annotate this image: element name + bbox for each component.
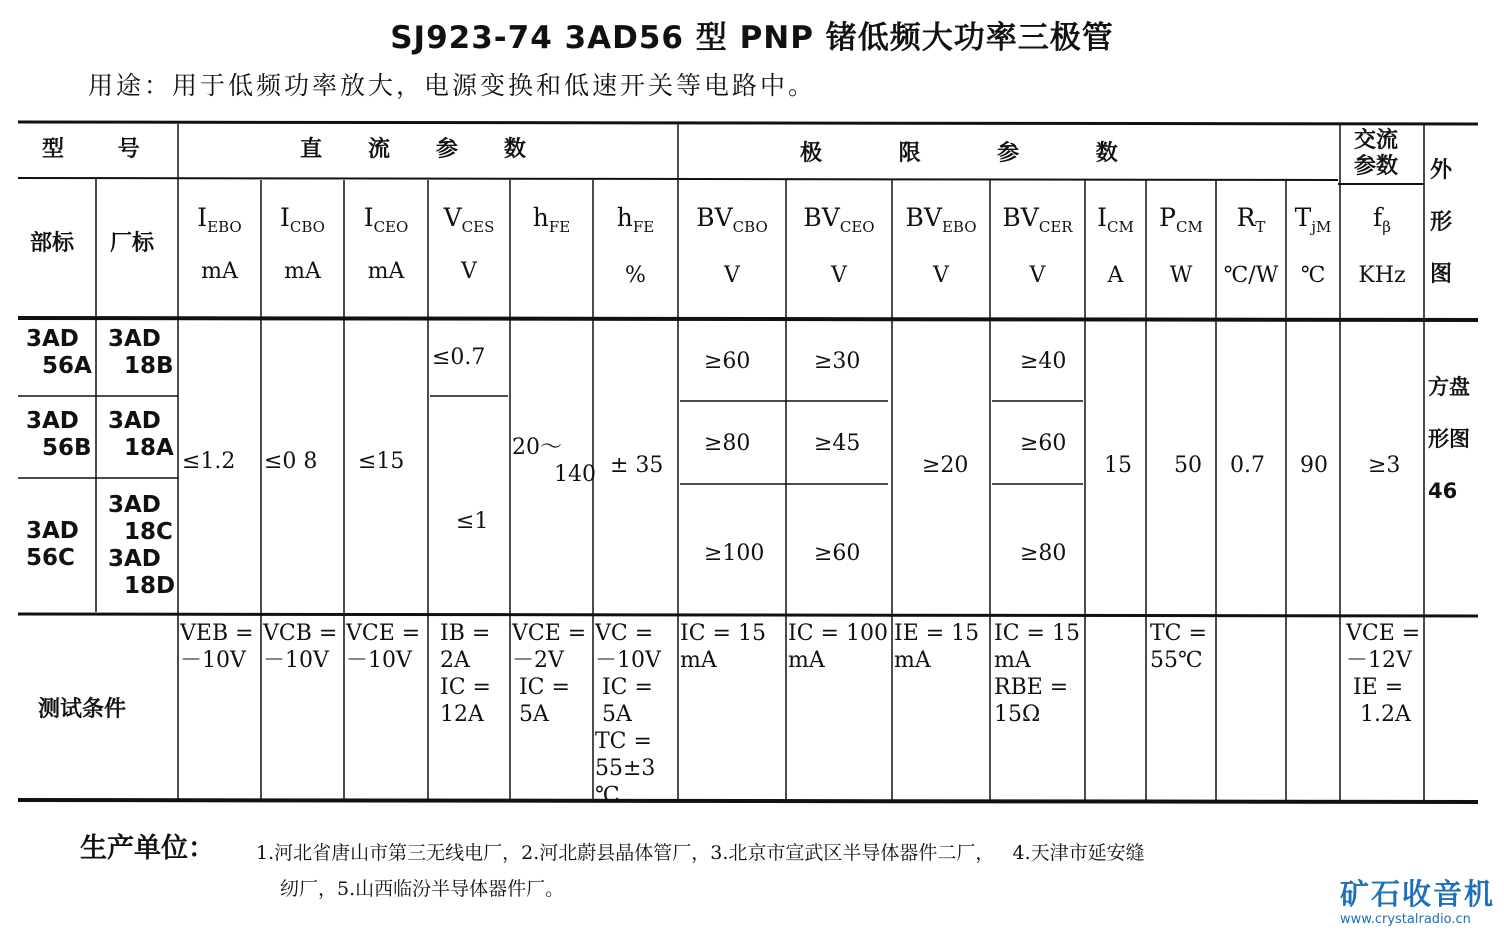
val-hfe-pct: ± 35 bbox=[610, 453, 664, 478]
test-fb: VCE = －12V IE = 1.2A bbox=[1346, 621, 1421, 727]
val-bvceo-b: ≥45 bbox=[814, 431, 861, 456]
col-icbo: $I_{CBO}$ bbox=[280, 203, 325, 236]
producer-line-1: 1.河北省唐山市第三无线电厂，2.河北蔚县晶体管厂，3.北京市宣武区半导体器件二厂， 4.天津市延安缝 bbox=[256, 842, 1145, 864]
model-factory-a: 3AD 18B bbox=[108, 326, 174, 379]
header-limit-params: 极 限 参 数 bbox=[800, 141, 1118, 166]
val-bvcer-c: ≥80 bbox=[1020, 541, 1067, 566]
unit-bvceo: V bbox=[831, 263, 847, 288]
val-tjm: 90 bbox=[1300, 453, 1328, 478]
val-bvceo-c: ≥60 bbox=[814, 541, 861, 566]
unit-pcm: W bbox=[1169, 263, 1193, 288]
unit-bvcer: V bbox=[1029, 263, 1046, 288]
unit-bvebo: V bbox=[933, 263, 949, 288]
col-bvceo: $BV_{CEO}$ bbox=[803, 203, 875, 236]
col-tjm: $T_{jM}$ bbox=[1294, 203, 1332, 236]
test-conditions-label: 测试条件 bbox=[38, 697, 127, 722]
unit-tjm: ℃ bbox=[1300, 263, 1326, 288]
val-iebo: ≤1.2 bbox=[182, 449, 236, 474]
val-bvcbo-b: ≥80 bbox=[704, 431, 751, 456]
val-pcm: 50 bbox=[1174, 453, 1202, 478]
test-bvebo: IE = 15 mA bbox=[894, 621, 980, 673]
val-bvceo-a: ≥30 bbox=[814, 349, 861, 374]
producer-label: 生产单位： bbox=[80, 833, 215, 864]
usage-text: 用途：用于低频功率放大，电源变换和低速开关等电路中。 bbox=[88, 71, 817, 100]
test-vces: IB = 2A IC = 12A bbox=[440, 621, 491, 727]
model-factory-b: 3AD 18A bbox=[108, 408, 174, 461]
unit-icbo: mA bbox=[284, 259, 321, 284]
val-bvcbo-a: ≥60 bbox=[704, 349, 751, 374]
header-model: 型 号 bbox=[42, 137, 140, 162]
col-iebo: $I_{EBO}$ bbox=[197, 203, 242, 236]
unit-iceo: mA bbox=[367, 259, 405, 284]
col-icm: $I_{CM}$ bbox=[1097, 203, 1134, 236]
header-dc-params: 直 流 参 数 bbox=[300, 137, 526, 162]
unit-iebo: mA bbox=[201, 259, 238, 284]
model-bureau-a: 3AD 56A bbox=[26, 326, 92, 379]
val-vces-a: ≤0.7 bbox=[432, 345, 486, 370]
producer-line-2: 纫厂，5.山西临汾半导体器件厂。 bbox=[280, 878, 565, 900]
watermark-logo: 矿石收音机 bbox=[1340, 877, 1496, 911]
col-vces: $V_{CES}$ bbox=[443, 203, 495, 236]
unit-hfe-pct: % bbox=[625, 263, 646, 288]
test-icbo: VCB = －10V bbox=[263, 621, 338, 673]
test-iebo: VEB = －10V bbox=[180, 621, 254, 673]
test-hfe: VCE = －2V IC = 5A bbox=[512, 621, 587, 727]
unit-bvcbo: V bbox=[724, 263, 740, 288]
test-iceo: VCE = －10V bbox=[346, 621, 421, 673]
col-pcm: $P_{CM}$ bbox=[1159, 203, 1203, 236]
test-bvcbo: IC = 15 mA bbox=[680, 621, 766, 673]
unit-rt: ℃/W bbox=[1223, 263, 1279, 288]
header-ac-params: 交流 参数 bbox=[1354, 128, 1399, 179]
val-bvcbo-c: ≥100 bbox=[704, 541, 765, 566]
test-bvceo: IC = 100 mA bbox=[788, 621, 888, 673]
val-bvcer-a: ≥40 bbox=[1020, 349, 1067, 374]
col-hfe: $h_{FE}$ bbox=[532, 203, 571, 236]
header-bureau-std: 部标 bbox=[30, 231, 75, 256]
test-hfe-pct: VC = －10V IC = 5A TC = 55±3 ℃ bbox=[595, 621, 661, 808]
val-rt: 0.7 bbox=[1230, 453, 1265, 478]
val-bvebo: ≥20 bbox=[922, 453, 969, 478]
page-title: SJ923-74 3AD56 型 PNP 锗低频大功率三极管 bbox=[390, 20, 1114, 56]
col-bvcbo: $BV_{CBO}$ bbox=[696, 203, 768, 236]
val-hfe: 20～ 140 bbox=[512, 435, 596, 487]
val-icm: 15 bbox=[1104, 453, 1132, 478]
col-bvebo: $BV_{EBO}$ bbox=[905, 203, 977, 236]
model-bureau-c: 3AD 56C bbox=[26, 518, 79, 571]
unit-fb: KHz bbox=[1358, 263, 1406, 288]
header-outline: 外 形 图 bbox=[1430, 158, 1453, 287]
model-factory-c: 3AD 18C 3AD 18D bbox=[108, 492, 176, 599]
test-bvcer: IC = 15 mA RBE = 15Ω bbox=[994, 621, 1080, 727]
col-iceo: $I_{CEO}$ bbox=[363, 203, 409, 236]
unit-icm: A bbox=[1107, 263, 1124, 288]
val-iceo: ≤15 bbox=[358, 449, 405, 474]
col-hfe-pct: $h_{FE}$ bbox=[616, 203, 655, 236]
val-icbo: ≤0 8 bbox=[264, 449, 318, 474]
col-bvcer: $BV_{CER}$ bbox=[1002, 203, 1073, 236]
col-fb: $f_\beta$ bbox=[1373, 203, 1391, 236]
watermark-url: www.crystalradio.cn bbox=[1340, 912, 1471, 927]
test-pcm: TC = 55℃ bbox=[1150, 621, 1207, 673]
unit-vces: V bbox=[461, 259, 477, 284]
col-rt: $R_T$ bbox=[1236, 203, 1266, 236]
header-factory-std: 厂标 bbox=[110, 231, 155, 256]
val-vces-bc: ≤1 bbox=[456, 509, 489, 534]
model-bureau-b: 3AD 56B bbox=[26, 408, 92, 461]
val-fb: ≥3 bbox=[1368, 453, 1401, 478]
val-bvcer-b: ≥60 bbox=[1020, 431, 1067, 456]
val-outline: 方盘 形图 46 bbox=[1428, 375, 1470, 503]
